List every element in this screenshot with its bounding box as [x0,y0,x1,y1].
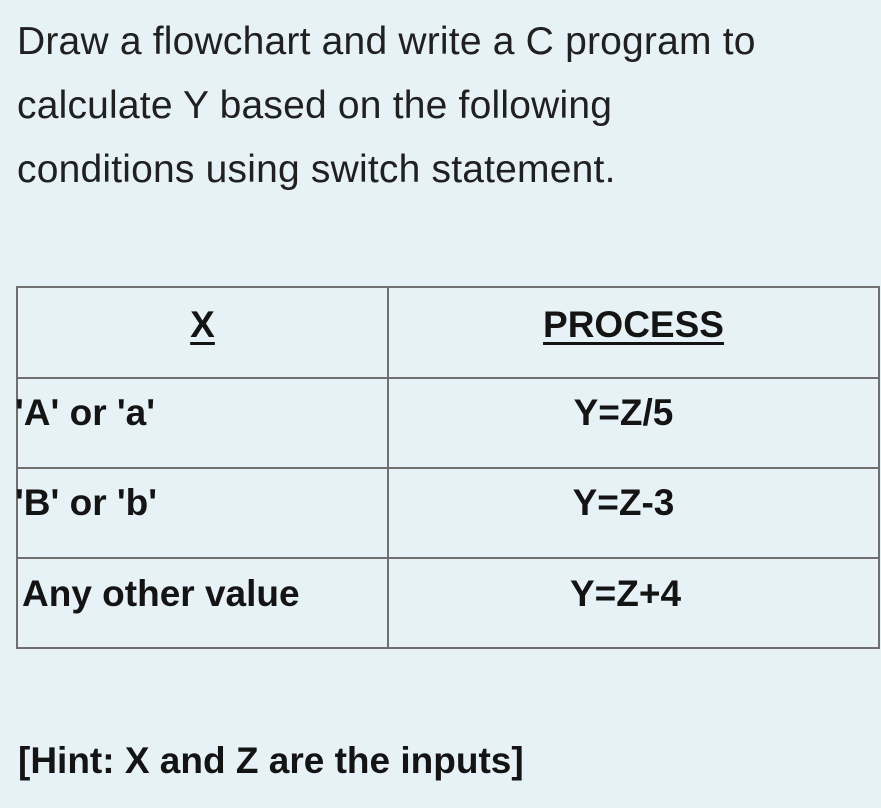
cell-process [388,378,879,468]
cell-x [17,378,388,468]
cell-x-value: 'B' or 'b' [15,482,158,523]
question-line-1: Draw a flowchart and write a C program to [17,20,756,63]
cell-process-value: Y=Z-3 [572,482,675,523]
header-x [17,287,388,378]
question-line-2: calculate Y based on the following [17,84,613,127]
table-row [17,468,879,558]
table-row [17,558,879,648]
cell-process-value: Y=Z+4 [569,573,682,614]
cell-x [17,468,388,558]
question-text [17,10,862,202]
hint-text: [Hint: X and Z are the inputs] [18,740,524,781]
cell-x-value: Any other value [22,573,300,614]
cell-x [17,558,388,648]
cell-process-value: Y=Z/5 [573,392,674,433]
header-process-label: PROCESS [543,303,724,345]
conditions-table [16,286,880,649]
header-x-label: X [190,303,215,345]
question-line-3: conditions using switch statement. [17,148,616,191]
table-header-row [17,287,879,378]
cell-x-value: 'A' or 'a' [15,392,156,433]
cell-process [388,468,879,558]
table-row [17,378,879,468]
header-process [388,287,879,378]
cell-process [388,558,879,648]
